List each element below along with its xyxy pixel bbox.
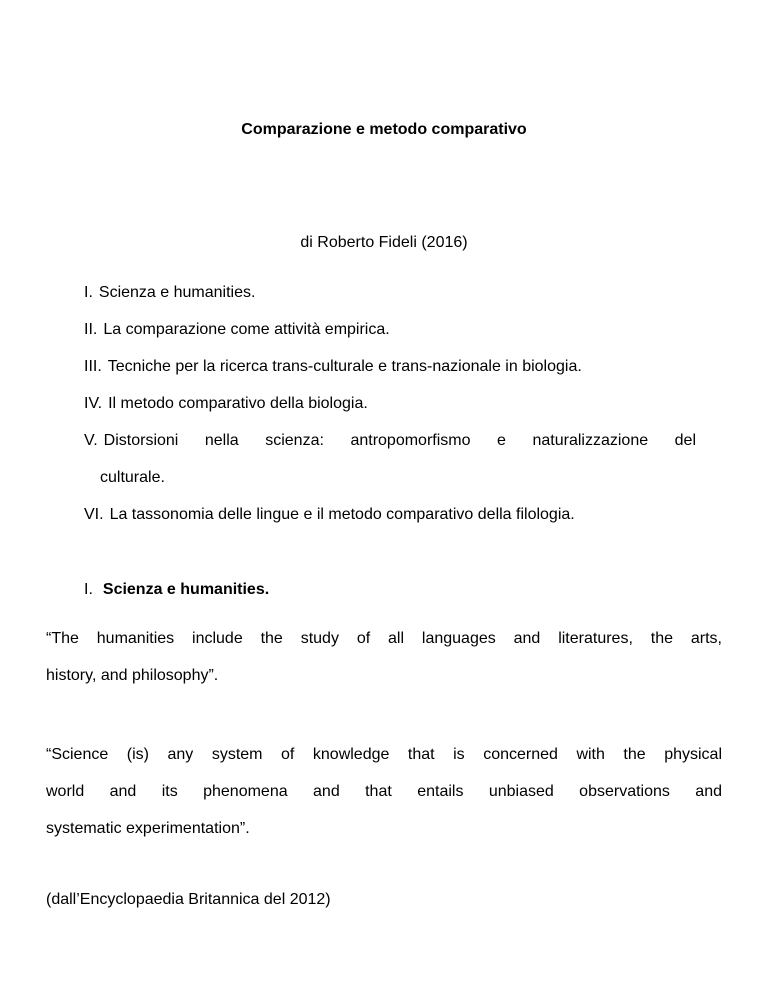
paragraph-line: “Science (is) any system of knowledge that is concerned with the physical: [46, 746, 722, 763]
author-line: di Roberto Fideli (2016): [300, 234, 468, 251]
paragraph-line: world and its phenomena and that entails unbiased observations and: [46, 783, 722, 800]
toc-item: [84, 311, 696, 348]
toc-item: [84, 496, 696, 533]
toc-item-number: I.: [84, 284, 93, 301]
toc-item: [84, 385, 696, 422]
paragraph-line: history, and philosophy”.: [46, 667, 219, 684]
toc-item-text: Tecniche per la ricerca trans-culturale e trans-nazionale in biologia.: [107, 358, 582, 375]
quote-paragraph: [46, 736, 722, 847]
toc-item-number: II.: [84, 321, 98, 338]
toc-item-text: Scienza e humanities.: [98, 284, 256, 301]
toc-item-number: V.: [84, 432, 98, 449]
source-citation: (dall’Encyclopaedia Britannica del 2012): [46, 891, 331, 908]
toc-item-number: III.: [84, 358, 102, 375]
toc-item-text: La comparazione come attività empirica.: [103, 321, 390, 338]
toc-item: [84, 274, 696, 311]
section-number: I.: [84, 581, 93, 598]
toc-item-text: Il metodo comparativo della biologia.: [108, 395, 368, 412]
toc-item-number: VI.: [84, 506, 104, 523]
toc-item-text: Distorsioni nella scienza: antropomorfismo e naturalizzazione del: [103, 432, 696, 449]
quote-paragraph: [46, 620, 722, 694]
toc-item: [84, 422, 696, 496]
toc-item-continuation: culturale.: [100, 469, 165, 486]
toc-item-text: La tassonomia delle lingue e il metodo comparativo della filologia.: [109, 506, 575, 523]
paragraph-line: systematic experimentation”.: [46, 820, 250, 837]
document-title: Comparazione e metodo comparativo: [241, 121, 527, 138]
toc-item: [84, 348, 696, 385]
table-of-contents: [84, 274, 696, 533]
section-title: Scienza e humanities.: [102, 581, 270, 598]
toc-item-number: IV.: [84, 395, 103, 412]
section-heading: [84, 580, 269, 600]
paragraph-line: “The humanities include the study of all languages and literatures, the arts,: [46, 630, 722, 647]
